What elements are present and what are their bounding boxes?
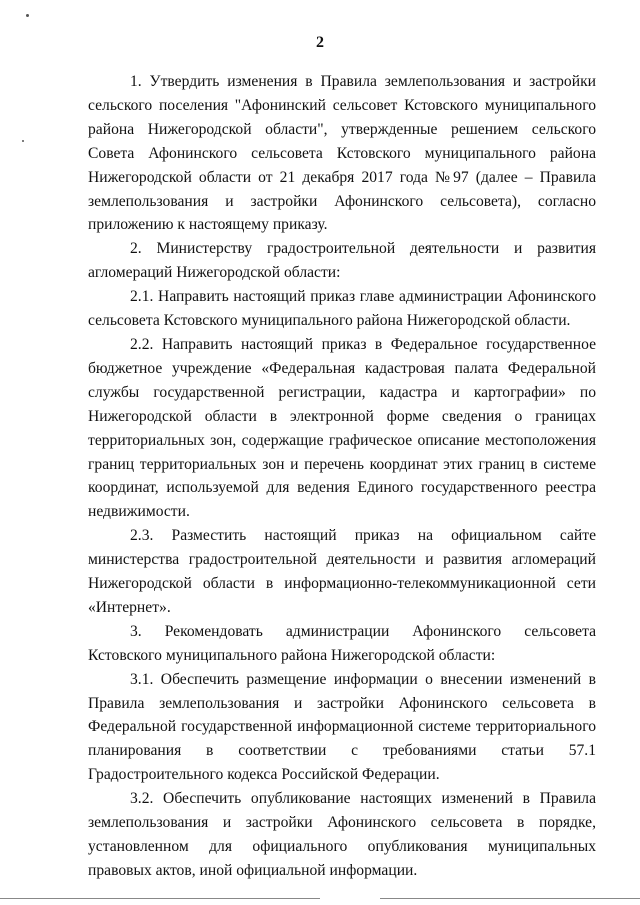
document-body [88,70,596,883]
scan-edge-line [0,898,320,899]
paragraph-3-2: 3.2. Обеспечить опубликование настоящих изменений в Правила землепользования и застройки Афонинского сельсовета в порядке, установленном для официального опубликования муниципальных правовых актов, иной официальной информации. [88,790,596,879]
scan-speck [22,140,24,142]
paragraph-2-2: 2.2. Направить настоящий приказ в Федеральное государственное бюджетное учреждение «Федеральная кадастровая палата Федеральной службы государственной регистрации, кадастра и картографии» по Нижегородской области в электронной форме сведения о границах территориальных зон, содержащие графическое описание местоположения границ территориальных зон и перечень координат этих границ в системе координат, используемой для ведения Единого государственного реестра недвижимости. [88,335,596,521]
paragraph-2-1: 2.1. Направить настоящий приказ главе администрации Афонинского сельсовета Кстовского муниципального района Нижегородской области. [88,288,596,330]
paragraph-3-1: 3.1. Обеспечить размещение информации о внесении изменений в Правила землепользования и застройки Афонинского сельсовета в Федеральной государственной информационной системе территориального планирования в соответствии с требованиями статьи 57.1 Градостроительного кодекса Российской Федерации. [88,670,596,784]
scan-edge-line [380,898,640,899]
scan-speck [26,14,29,17]
paragraph-2-3: 2.3. Разместить настоящий приказ на официальном сайте министерства градостроительной деятельности и развития агломераций Нижегородской области в информационно-телекоммуникационной сети «Интернет». [88,527,596,616]
paragraph-1: 1. Утвердить изменения в Правила землепользования и застройки сельского поселения "Афонинский сельсовет Кстовского муниципального района Нижегородской области", утвержденные решением сельского Совета Афонинского сельсовета Кстовского муниципального района Нижегородской области от 21 декабря 2017 года №97 (далее – Правила землепользования и застройки Афонинского сельсовета), согласно приложению к настоящему приказу. [88,73,596,234]
paragraph-2: 2. Министерству градостроительной деятельности и развития агломераций Нижегородской области: [88,240,596,282]
page-number: 2 [316,34,324,51]
paragraph-3: 3. Рекомендовать администрации Афонинского сельсовета Кстовского муниципального района Нижегородской области: [88,622,596,664]
